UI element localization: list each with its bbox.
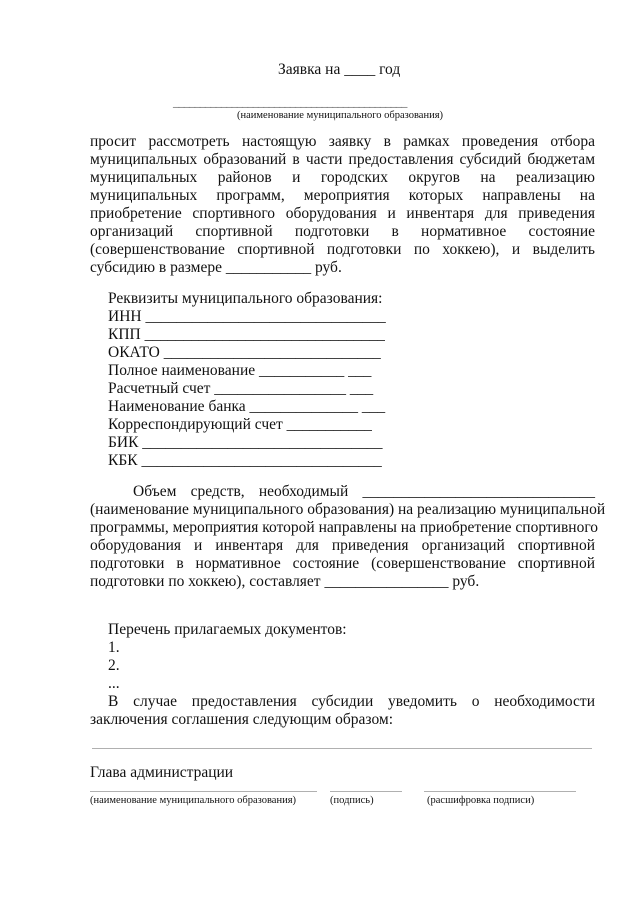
requisite-bank: Наименование банка ______________ ___ bbox=[108, 398, 386, 415]
intro-line-4: муниципальных программ, мероприятия которых направлены на bbox=[90, 187, 595, 204]
requisite-okato: ОКАТО ____________________________ bbox=[108, 344, 381, 361]
intro-line-2: муниципальных образований в части предоставления субсидий бюджетам bbox=[90, 151, 595, 168]
signature-org-caption: (наименование муниципального образования) bbox=[90, 795, 297, 806]
volume-line-4: оборудования и инвентаря для приведения организаций спортивной bbox=[90, 537, 595, 554]
volume-line-3: программы, мероприятия которой направлены на приобретение спортивного bbox=[90, 519, 599, 536]
requisite-bik: БИК _______________________________ bbox=[108, 434, 383, 451]
volume-line-2: (наименование муниципального образования) на реализацию муниципальной bbox=[90, 501, 606, 518]
intro-line-5: приобретение спортивного оборудования и инвентаря для приведения bbox=[90, 205, 595, 222]
signature-sign-caption: (подпись) bbox=[330, 795, 374, 806]
intro-line-6: организаций спортивной подготовки в нормативное состояние bbox=[90, 223, 595, 240]
signature-head: Глава администрации bbox=[90, 764, 234, 781]
signature-sign-line bbox=[330, 791, 402, 792]
volume-line-5: подготовки в нормативное состояние (совершенствование спортивной bbox=[90, 555, 595, 572]
requisite-kpp: КПП _______________________________ bbox=[108, 326, 385, 343]
requisite-full-name: Полное наименование ___________ ___ bbox=[108, 362, 372, 379]
signature-decode-line bbox=[424, 791, 576, 792]
intro-line-3: муниципальных районов и городских округов на реализацию bbox=[90, 169, 595, 186]
requisite-account: Расчетный счет _________________ ___ bbox=[108, 380, 374, 397]
requisite-kbk: КБК _______________________________ bbox=[108, 452, 382, 469]
document-item-2: 2. bbox=[108, 657, 120, 674]
notification-line-1: В случае предоставления субсидии уведомить о необходимости bbox=[108, 693, 595, 710]
requisite-corr-account: Корреспондирующий счет ___________ bbox=[108, 416, 372, 433]
requisites-heading: Реквизиты муниципального образования: bbox=[108, 290, 383, 307]
volume-line-1: Объем средств, необходимый ______________________________ bbox=[133, 483, 595, 500]
org-name-blank: ____________________________________________ bbox=[173, 94, 407, 109]
intro-line-8: субсидию в размере ___________ руб. bbox=[90, 259, 342, 276]
notification-blank-line bbox=[92, 748, 592, 749]
intro-line-1: просит рассмотреть настоящую заявку в рамках проведения отбора bbox=[90, 133, 595, 150]
signature-decode-caption: (расшифровка подписи) bbox=[427, 795, 535, 806]
document-item-1: 1. bbox=[108, 639, 120, 656]
document-title: Заявка на ____ год bbox=[278, 61, 401, 78]
documents-heading: Перечень прилагаемых документов: bbox=[108, 621, 347, 638]
signature-org-line bbox=[90, 791, 317, 792]
notification-line-2: заключения соглашения следующим образом: bbox=[90, 711, 394, 728]
intro-line-7: (совершенствование спортивной подготовки по хоккею), и выделить bbox=[90, 241, 595, 258]
requisite-inn: ИНН _______________________________ bbox=[108, 308, 386, 325]
volume-line-6: подготовки по хоккею), составляет ________________ руб. bbox=[90, 573, 480, 590]
document-item-more: ... bbox=[108, 675, 120, 692]
org-name-caption: (наименование муниципального образования) bbox=[237, 110, 444, 121]
